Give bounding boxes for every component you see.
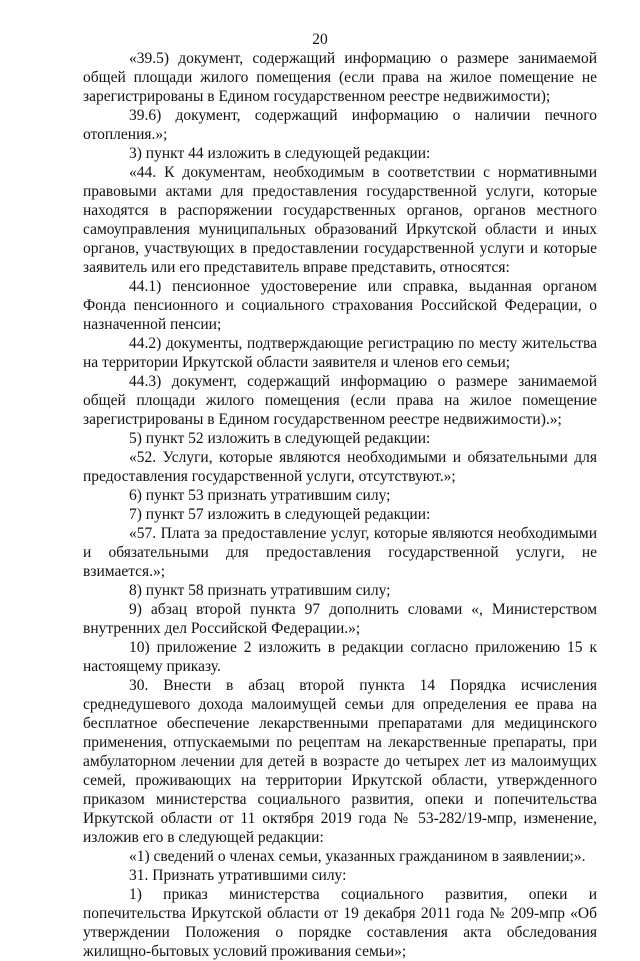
page-number: 20	[312, 31, 328, 48]
paragraph-item-9: 9) абзац второй пункта 97 дополнить словами «, Министерством внутренних дел Российской Федерации.»;	[83, 601, 597, 637]
paragraph-item-5: 5) пункт 52 изложить в следующей редакции:	[129, 430, 431, 447]
paragraph-52: «52. Услуги, которые являются необходимыми и обязательными для предоставления государственной услуги, отсутствуют.»;	[83, 449, 597, 485]
paragraph-44-2: 44.2) документы, подтверждающие регистрацию по месту жительства на территории Иркутской области заявителя и членов его семьи;	[83, 335, 597, 371]
paragraph-item-7: 7) пункт 57 изложить в следующей редакции:	[129, 506, 431, 523]
paragraph-39-6: 39.6) документ, содержащий информацию о наличии печного отопления.»;	[83, 107, 597, 143]
paragraph-item-3: 3) пункт 44 изложить в следующей редакции:	[129, 145, 431, 162]
paragraph-39-5: «39.5) документ, содержащий информацию о размере занимаемой общей площади жилого помещения (если права на жилое помещение не зарегистрированы в Едином государственном реестре недвижимости);	[83, 50, 597, 105]
paragraph-item-8: 8) пункт 58 признать утратившим силу;	[129, 582, 391, 599]
paragraph-57: «57. Плата за предоставление услуг, которые являются необходимыми и обязательными для предоставления государственной услуги, не взимается.»;	[83, 525, 597, 580]
paragraph-quote-1: «1) сведений о членах семьи, указанных гражданином в заявлении;».	[129, 848, 586, 865]
paragraph-44: «44. К документам, необходимым в соответствии с нормативными правовыми актами для предоставления государственной услуги, которые находятся в распоряжении государственных органов, органов местного самоуправления муниципальных образований Иркутской области и иных органов, участвующих в предоставлении государственной услуги и которые заявитель или его представитель вправе представить, относятся:	[83, 164, 597, 276]
document-body	[83, 49, 597, 961]
paragraph-section-31: 31. Признать утратившими силу:	[129, 867, 347, 884]
paragraph-44-3: 44.3) документ, содержащий информацию о размере занимаемой общей площади жилого помещения (если права на жилое помещение зарегистрированы в Едином государственном реестре недвижимости).»;	[83, 373, 597, 428]
paragraph-31-item-1: 1) приказ министерства социального развития, опеки и попечительства Иркутской области от 19 декабря 2011 года № 209-мпр «Об утверждении Положения о порядке составления акта обследования жилищно-бытовых условий проживания семьи»;	[83, 886, 597, 960]
paragraph-44-1: 44.1) пенсионное удостоверение или справка, выданная органом Фонда пенсионного и социального страхования Российской Федерации, о назначенной пенсии;	[83, 278, 597, 333]
paragraph-item-6: 6) пункт 53 признать утратившим силу;	[129, 487, 391, 504]
paragraph-section-30: 30. Внести в абзац второй пункта 14 Порядка исчисления среднедушевого дохода малоимущей семьи для определения ее права на бесплатное обеспечение лекарственными препаратами для медицинского применения, отпускаемыми по рецептам на лекарственные препараты, при амбулаторном лечении для детей в возрасте до четырех лет из малоимущих семей, проживающих на территории Иркутской области, утвержденного приказом министерства социального развития, опеки и попечительства Иркутской области от 11 октября 2019 года № 53-282/19-мпр, изменение, изложив его в следующей редакции:	[83, 677, 597, 846]
paragraph-item-10: 10) приложение 2 изложить в редакции согласно приложению 15 к настоящему приказу.	[83, 639, 597, 675]
